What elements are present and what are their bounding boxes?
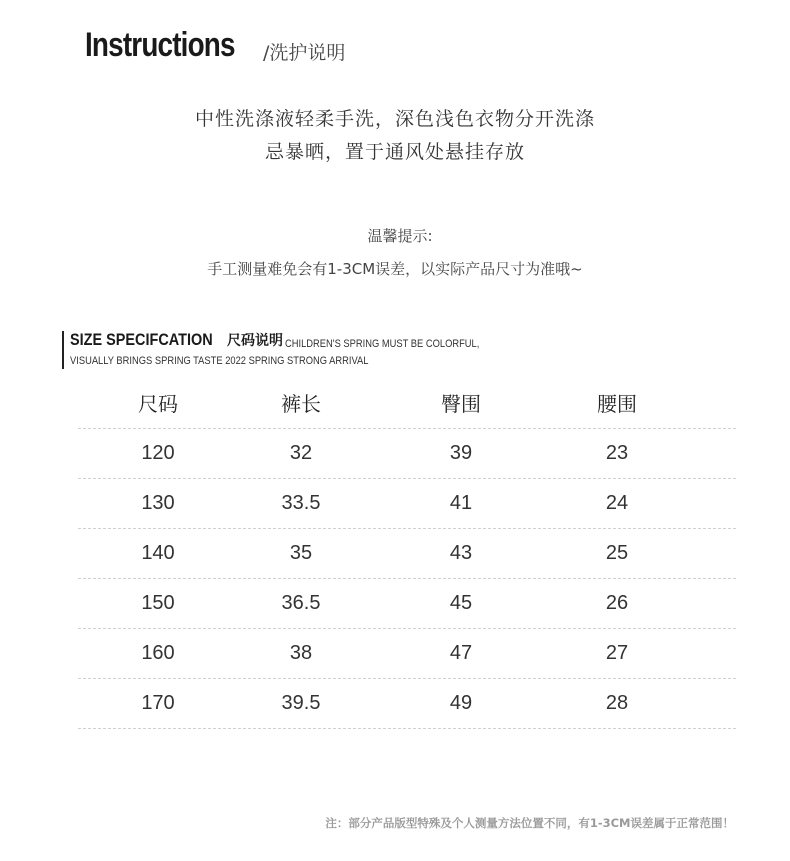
cell-hip: 43 [449,542,473,564]
cell-pants-length: 39.5 [281,692,321,714]
tip-text: 手工测量难免会有1-3CM误差，以实际产品尺寸为准哦~ [207,260,583,278]
cell-pants-length: 35 [289,542,313,564]
size-table [78,380,736,728]
cell-waist: 27 [605,642,629,664]
page-title: Instructions [85,26,235,64]
cell-waist: 25 [605,542,629,564]
size-spec-title-cn: 尺码说明 [227,333,283,349]
footnote: 注：部分产品版型特殊及个人测量方法位置不同，有1-3CM误差属于正常范围！ [325,816,734,830]
cell-hip: 41 [449,492,473,514]
tip-title: 温馨提示: [367,227,433,245]
size-spec-title: SIZE SPECIFCATION [70,330,213,349]
care-instruction-line-1: 中性洗涤液轻柔手洗，深色浅色衣物分开洗涤 [194,108,595,130]
care-instruction-line-2: 忌暴晒，置于通风处悬挂存放 [264,141,525,163]
header-size: 尺码 [138,392,178,416]
cell-waist: 28 [605,692,629,714]
cell-pants-length: 32 [289,442,313,464]
header-pants-length: 裤长 [281,392,321,416]
size-spec-tagline-1: CHILDREN'S SPRING MUST BE COLORFUL, [285,338,480,350]
cell-pants-length: 38 [289,642,313,664]
cell-waist: 26 [605,592,629,614]
header-waist: 腰围 [597,392,637,416]
size-table-header [78,380,736,428]
cell-waist: 23 [605,442,629,464]
cell-hip: 45 [449,592,473,614]
cell-size: 140 [141,542,175,564]
table-row [78,628,736,678]
cell-hip: 47 [449,642,473,664]
table-row [78,578,736,628]
cell-size: 120 [141,442,175,464]
cell-waist: 24 [605,492,629,514]
cell-hip: 39 [449,442,473,464]
size-spec-header [70,330,514,350]
table-row [78,478,736,528]
table-row [78,528,736,578]
section-accent-bar [62,331,64,369]
row-divider [78,728,736,729]
cell-pants-length: 33.5 [281,492,321,514]
page-subtitle: /洗护说明 [263,42,346,64]
cell-size: 130 [141,492,175,514]
cell-hip: 49 [449,692,473,714]
table-row [78,678,736,728]
cell-size: 170 [141,692,175,714]
table-row [78,428,736,478]
cell-size: 150 [141,592,175,614]
header-hip: 臀围 [441,392,481,416]
cell-pants-length: 36.5 [281,592,321,614]
size-spec-tagline-2: VISUALLY BRINGS SPRING TASTE 2022 SPRING STRONG ARRIVAL [70,355,369,367]
instructions-header [85,26,346,70]
cell-size: 160 [141,642,175,664]
